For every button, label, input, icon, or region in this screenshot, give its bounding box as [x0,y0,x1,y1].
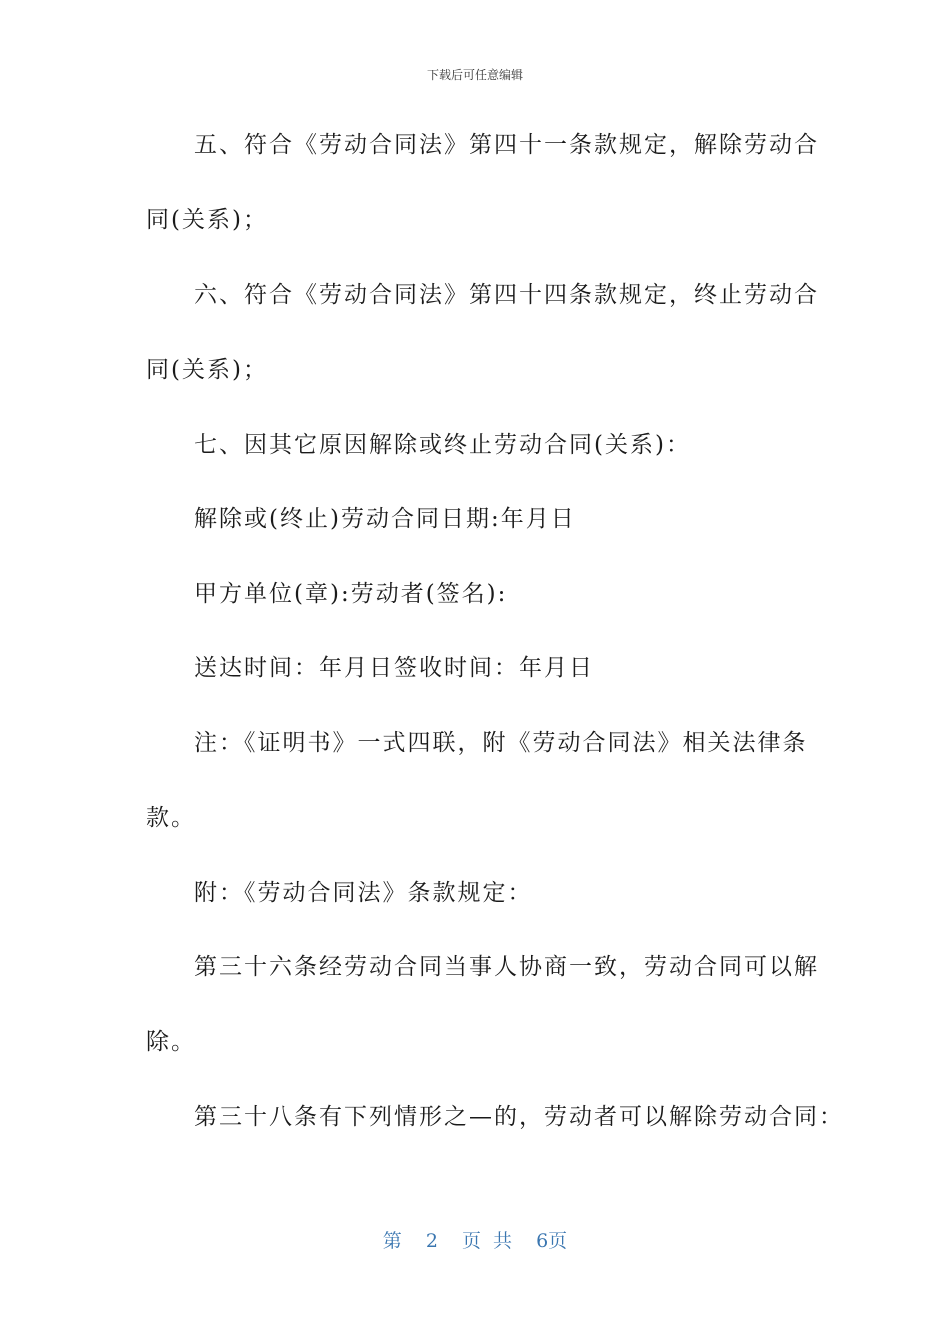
paragraph-line: 解除或(终止)劳动合同日期:年月日 [194,506,576,532]
page-number-footer [0,1226,950,1253]
total-pages: 6页 [536,1230,568,1252]
paragraph-line: 第三十八条有下列情形之—的，劳动者可以解除劳动合同： [194,1104,844,1130]
paragraph-line: 款。 [146,805,196,831]
footer-middle: 页 共 [462,1230,513,1252]
paragraph-line: 六、符合《劳动合同法》第四十四条款规定，终止劳动合 [194,282,819,308]
paragraph-line: 注：《证明书》一式四联，附《劳动合同法》相关法律条 [194,730,808,756]
header-note: 下载后可任意编辑 [426,68,523,82]
paragraph-line: 同(关系)； [146,357,268,383]
footer-prefix: 第 [382,1230,402,1252]
paragraph-line: 送达时间：年月日签收时间：年月日 [194,655,594,681]
paragraph-line: 甲方单位(章):劳动者(签名): [194,581,508,607]
paragraph-line: 五、符合《劳动合同法》第四十一条款规定，解除劳动合 [194,132,819,158]
paragraph-line: 除。 [146,1029,196,1055]
current-page-number: 2 [425,1230,438,1252]
paragraph-line: 附：《劳动合同法》条款规定： [194,880,533,906]
paragraph-line: 七、因其它原因解除或终止劳动合同(关系)： [194,432,691,458]
paragraph-line: 第三十六条经劳动合同当事人协商一致，劳动合同可以解 [194,954,819,980]
paragraph-line: 同(关系)； [146,207,268,233]
